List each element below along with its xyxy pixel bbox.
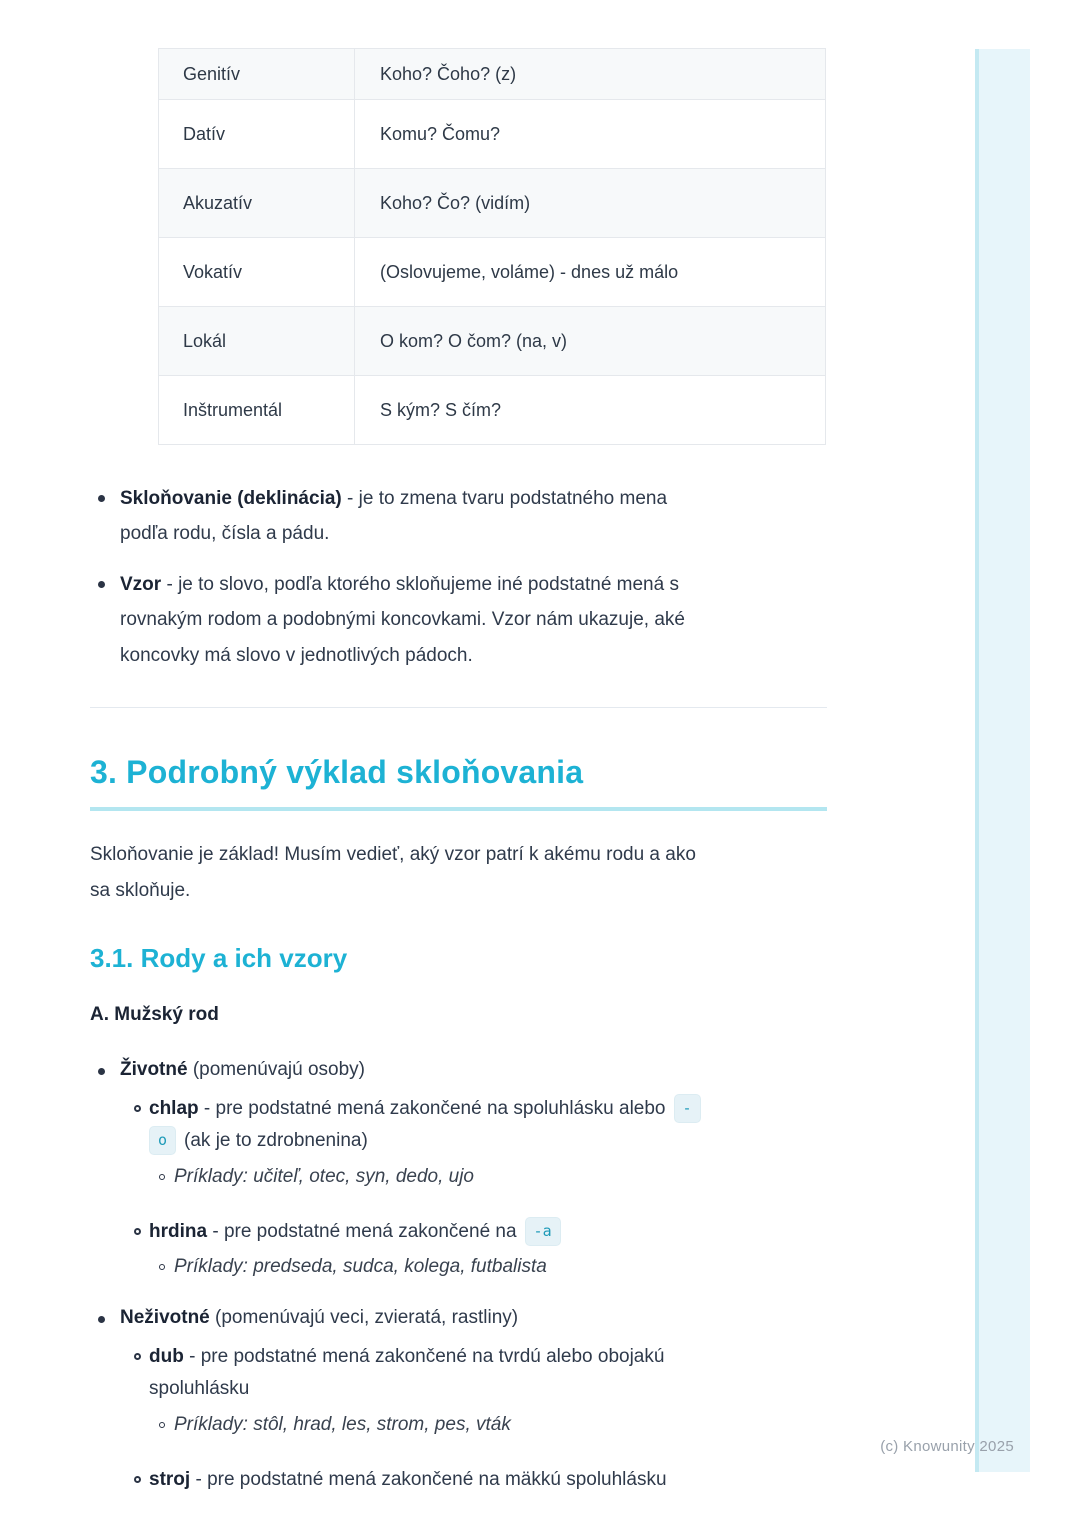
table-cell-question <box>355 100 825 168</box>
list-item <box>90 481 827 551</box>
stroj-desc: - pre podstatné mená zakončené na mäkkú spoluhlásku <box>190 1468 667 1490</box>
circle-bullet-icon <box>134 1476 141 1483</box>
stroj-term: stroj <box>149 1468 191 1490</box>
case-label: Lokál <box>183 330 227 351</box>
hrdina-examples: Príklady: predseda, sudca, kolega, futbalista <box>174 1256 547 1278</box>
definition-body: - je to slovo, podľa ktorého skloňujeme iné podstatné mená s rovnakým rodom a podobnými koncovkami. Vzor nám ukazuje, aké koncovky má slovo v jednotlivých pádoch. <box>120 574 685 666</box>
definition-vzor <box>120 567 695 672</box>
chlap-examples: Príklady: učiteľ, otec, syn, dedo, ujo <box>174 1165 475 1187</box>
table-cell-question <box>355 169 825 237</box>
dub-examples: Príklady: stôl, hrad, les, strom, pes, vták <box>174 1413 511 1435</box>
circle-bullet-icon <box>159 1174 165 1180</box>
chlap-desc: - pre podstatné mená zakončené na spoluhlásku alebo <box>198 1097 666 1119</box>
table-cell-question <box>355 376 825 444</box>
zivotne-line <box>120 1054 827 1087</box>
case-question: (Oslovujeme, voláme) - dnes už málo <box>380 261 679 282</box>
section-heading: 3. Podrobný výklad skloňovania <box>90 754 827 811</box>
page-edge-strip <box>975 49 1030 1472</box>
list-item-hrdina <box>120 1216 827 1284</box>
case-label: Inštrumentál <box>183 399 283 420</box>
table-row <box>159 237 825 306</box>
table-row <box>159 375 825 444</box>
dub-line-2: spoluhlásku <box>149 1378 250 1400</box>
case-question: Koho? Čoho? (z) <box>380 63 517 84</box>
section-divider <box>90 707 827 708</box>
nezivotne-note: (pomenúvajú veci, zvieratá, rastliny) <box>209 1306 519 1328</box>
suffix-code-badge: - <box>674 1094 701 1123</box>
hrdina-desc: - pre podstatné mená zakončené na <box>207 1220 517 1242</box>
definition-body: - je to zmena tvaru podstatného mena podľa rodu, čísla a pádu. <box>120 488 668 545</box>
hrdina-line <box>149 1216 827 1249</box>
table-cell-question <box>355 307 825 375</box>
table-cell-question <box>355 49 825 99</box>
subsection-heading: 3.1. Rody a ich vzory <box>90 942 348 973</box>
dub-desc: - pre podstatné mená zakončené na tvrdú alebo obojakú <box>183 1345 665 1367</box>
case-label: Datív <box>183 123 226 144</box>
stroj-line <box>149 1464 827 1497</box>
nezivotne-term: Neživotné <box>120 1306 210 1328</box>
suffix-code-badge: o <box>149 1126 176 1155</box>
bullet-icon <box>98 495 105 502</box>
copyright-watermark: (c) Knowunity 2025 <box>880 1438 1014 1455</box>
patterns-list <box>90 1054 827 1496</box>
definition-term: Vzor <box>120 574 162 596</box>
table-cell-case <box>159 307 355 375</box>
hrdina-term: hrdina <box>149 1220 208 1242</box>
dub-line-1 <box>149 1341 827 1374</box>
suffix-code-badge: -a <box>525 1217 561 1246</box>
table-cell-case <box>159 238 355 306</box>
group-a-label: A. Mužský rod <box>90 1003 219 1025</box>
table-row <box>159 49 825 99</box>
list-item-zivotne <box>90 1054 827 1284</box>
table-row <box>159 168 825 237</box>
case-label: Genitív <box>183 63 241 84</box>
table-row <box>159 306 825 375</box>
section-intro: Skloňovanie je základ! Musím vedieť, aký vzor patrí k akému rodu a ako sa skloňuje. <box>90 843 696 901</box>
list-item-nezivotne <box>90 1302 827 1496</box>
list-item-stroj <box>120 1464 827 1497</box>
bullet-icon <box>98 581 105 588</box>
chlap-line-2 <box>149 1125 827 1158</box>
page-content <box>90 0 827 1496</box>
table-row <box>159 99 825 168</box>
nezivotne-line <box>120 1302 827 1335</box>
circle-bullet-icon <box>159 1422 165 1428</box>
case-question: Koho? Čo? (vidím) <box>380 192 531 213</box>
table-cell-question <box>355 238 825 306</box>
examples-item <box>149 1161 827 1194</box>
list-item <box>90 567 827 672</box>
dub-term: dub <box>149 1345 184 1367</box>
list-item-chlap <box>120 1093 827 1194</box>
table-cell-case <box>159 376 355 444</box>
case-question: Komu? Čomu? <box>380 123 501 144</box>
cases-table <box>158 48 826 445</box>
table-cell-case <box>159 49 355 99</box>
bullet-icon <box>98 1068 105 1075</box>
zivotne-term: Životné <box>120 1058 188 1080</box>
case-question: S kým? S čím? <box>380 399 502 420</box>
case-label: Vokatív <box>183 261 243 282</box>
zivotne-note: (pomenúvajú osoby) <box>187 1058 365 1080</box>
circle-bullet-icon <box>134 1105 141 1112</box>
definition-sklonovanie <box>120 481 695 551</box>
case-label: Akuzatív <box>183 192 253 213</box>
circle-bullet-icon <box>134 1353 141 1360</box>
list-item-dub <box>120 1341 827 1442</box>
circle-bullet-icon <box>134 1228 141 1235</box>
table-cell-case <box>159 100 355 168</box>
definitions-list <box>90 481 827 673</box>
bullet-icon <box>98 1316 105 1323</box>
examples-item <box>149 1409 827 1442</box>
circle-bullet-icon <box>159 1264 165 1270</box>
table-cell-case <box>159 169 355 237</box>
definition-term: Skloňovanie (deklinácia) <box>120 488 342 509</box>
examples-item <box>149 1251 827 1284</box>
case-question: O kom? O čom? (na, v) <box>380 330 568 351</box>
chlap-desc-cont: (ak je to zdrobnenina) <box>184 1130 368 1152</box>
chlap-line-1 <box>149 1093 827 1126</box>
chlap-term: chlap <box>149 1097 199 1119</box>
